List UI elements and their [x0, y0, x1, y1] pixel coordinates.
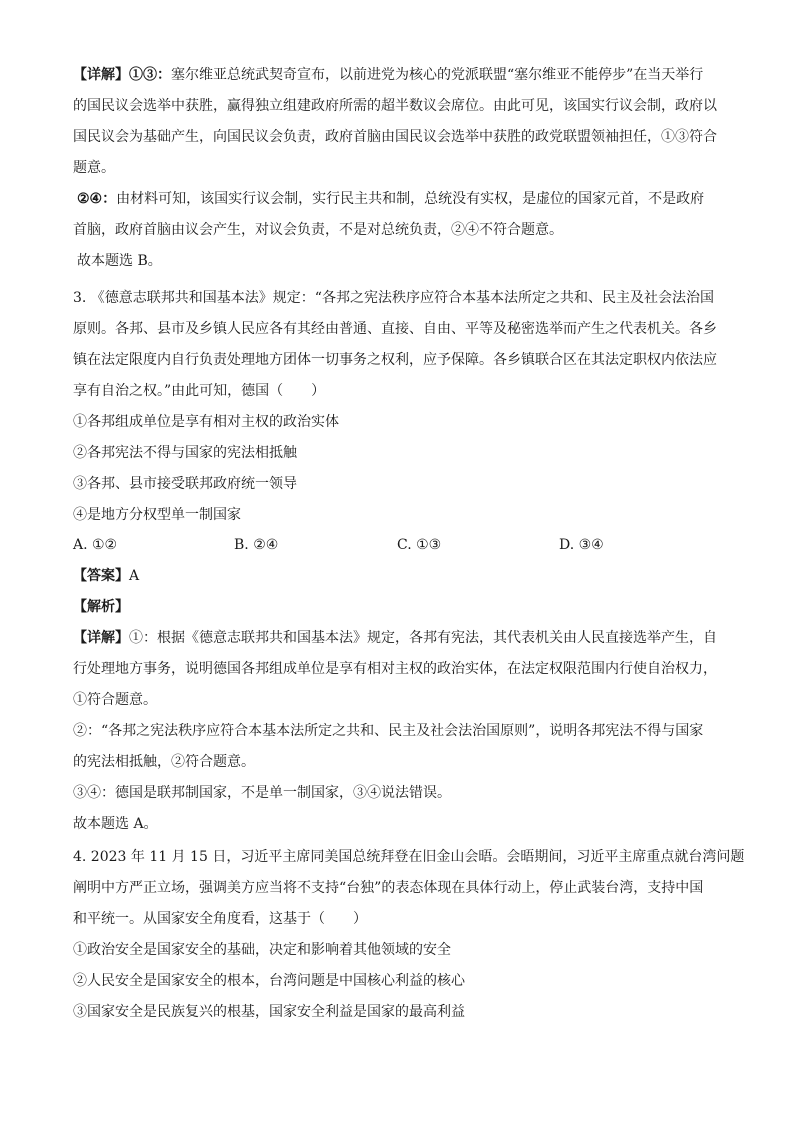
- question-stem: 3. 《德意志联邦共和国基本法》规定：“各邦之宪法秩序应符合本基本法所定之共和、民主及社会法治国: [73, 290, 714, 306]
- option-c: C. ①③: [397, 537, 442, 553]
- statement-item: ③各邦、县市接受联邦政府统一领导: [73, 476, 297, 492]
- answer-value: A: [129, 568, 140, 584]
- text-line: ③④：德国是联邦制国家，不是单一制国家，③④说法错误。: [73, 785, 451, 801]
- statement-item: ②各邦宪法不得与国家的宪法相抵触: [73, 445, 297, 461]
- section-label: 【详解】: [73, 630, 129, 646]
- text-line: 国民议会为基础产生，向国民议会负责，政府首脑由国民议会选举中获胜的政党联盟领袖担任，①③符合: [73, 129, 717, 145]
- text-line: 的宪法相抵触，②符合题意。: [73, 754, 255, 770]
- statement-item: ③国家安全是民族复兴的根基，国家安全利益是国家的最高利益: [73, 1004, 465, 1020]
- question-stem: 阐明中方严正立场，强调美方应当将不支持“台独”的表态体现在具体行动上，停止武装台湾，支持中国: [73, 880, 704, 896]
- section-label: 【答案】: [73, 568, 129, 584]
- text-line: ②④：由材料可知，该国实行议会制，实行民主共和制，总统没有实权，是虚位的国家元首，不是政府: [77, 191, 705, 207]
- text-line: ①符合题意。: [73, 692, 157, 708]
- question-stem: 享有自治之权。”由此可知，德国（ ）: [73, 383, 326, 399]
- text-line: 故本题选 B。: [77, 253, 162, 269]
- section-label: ②④：: [77, 191, 117, 207]
- text-line: ②：“各邦之宪法秩序应符合本基本法所定之共和、民主及社会法治国原则”，说明各邦宪法不得与国家: [73, 723, 704, 739]
- statement-item: ①各邦组成单位是享有相对主权的政治实体: [73, 414, 339, 430]
- question-stem: 4. 2023 年 11 月 15 日，习近平主席同美国总统拜登在旧金山会晤。会晤期间，习近平主席重点就台湾问题: [73, 849, 745, 865]
- text-line: 首脑，政府首脑由议会产生，对议会负责，不是对总统负责，②④不符合题意。: [73, 222, 563, 238]
- answer-options: [73, 536, 733, 554]
- statement-item: ④是地方分权型单一制国家: [73, 507, 241, 523]
- option-d: D. ③④: [559, 537, 604, 553]
- text-line: 【详解】①③：塞尔维亚总统武契奇宣布，以前进党为核心的党派联盟“塞尔维亚不能停步”在当天举行: [73, 67, 704, 83]
- section-label: 【详解】①③：: [73, 67, 171, 83]
- statement-item: ①政治安全是国家安全的基础，决定和影响着其他领域的安全: [73, 942, 451, 958]
- question-stem: 和平统一。从国家安全角度看，这基于（ ）: [73, 911, 367, 927]
- option-a: A. ①②: [73, 537, 118, 553]
- text-line: 题意。: [73, 160, 115, 176]
- text-line: 的国民议会选举中获胜，赢得独立组建政府所需的超半数议会席位。由此可见，该国实行议会制，政府以: [73, 98, 717, 114]
- statement-item: ②人民安全是国家安全的根本，台湾问题是中国核心利益的核心: [73, 973, 465, 989]
- option-b: B. ②④: [234, 537, 279, 553]
- analysis-heading: [73, 598, 733, 616]
- text-line: 故本题选 A。: [73, 816, 158, 832]
- question-stem: 原则。各邦、县市及乡镇人民应各有其经由普通、直接、自由、平等及秘密选举而产生之代表机关。各乡: [73, 321, 717, 337]
- section-label: 【解析】: [73, 599, 129, 615]
- question-stem: 镇在法定限度内自行负责处理地方团体一切事务之权利，应予保障。各乡镇联合区在其法定职权内依法应: [73, 352, 717, 368]
- text-line: 【详解】①：根据《德意志联邦共和国基本法》规定，各邦有宪法，其代表机关由人民直接选举产生，自: [73, 630, 717, 646]
- answer-line: [73, 567, 733, 585]
- text-line: 行处理地方事务，说明德国各邦组成单位是享有相对主权的政治实体，在法定权限范围内行使自治权力，: [73, 661, 717, 677]
